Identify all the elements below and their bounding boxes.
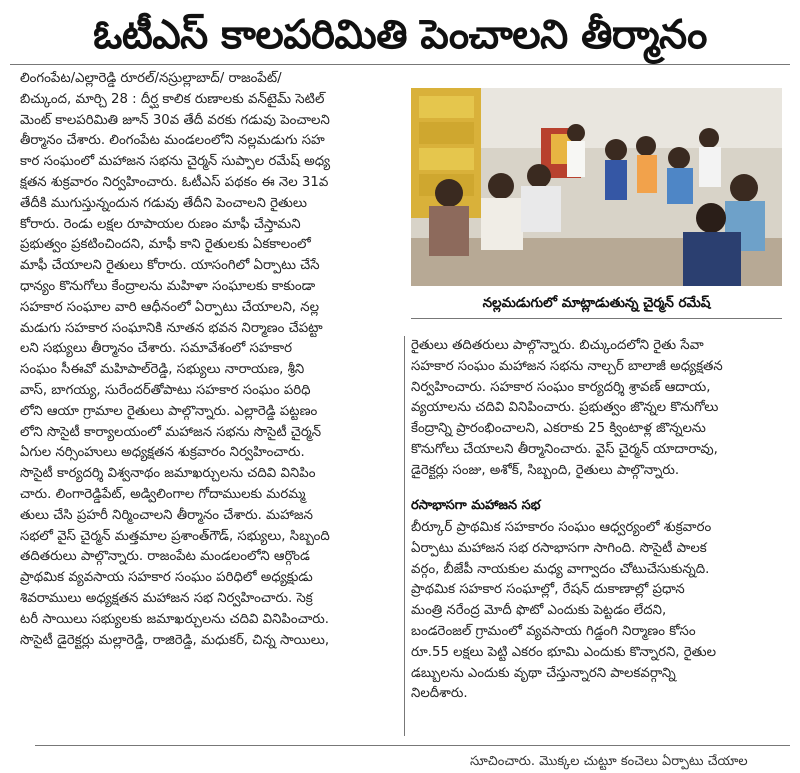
text-line: కార సంఘంలో మహాజన సభను చైర్మన్ సుప్పాల రమేష్ అధ్య [20,154,331,170]
text-line: మంత్రి నరేంద్ర మోదీ ఫొటో ఎందుకు పెట్టడం లేదని, [411,603,667,619]
text-line: శివరాములు అధ్యక్షతన మహాజన సభ నిర్వహించారు. సెక్ర [20,590,313,606]
text-line: వర్గం, బీజేపీ నాయకుల మధ్య వాగ్వాదం చోటుచేసుకున్నది. [411,561,710,577]
text-line: వ్యయాలను చదివి వినిపించారు. ప్రభుత్వం జొన్నల కొనుగోలు [411,400,719,416]
text-line: ఏగుల నర్సింహులు అధ్యక్షతన శుక్రవారం నిర్వహించారు. [20,445,305,461]
text-line: సొసైటీ డైరెక్టర్లు మల్లారెడ్డి, రాజిరెడ్డి, మధుకర్, చిన్న సాయిలు, [20,632,330,648]
text-line: కొనుగోలు చేయాలని తీర్మానించారు. వైస్ చైర్మన్ యాదారావు, [411,441,718,457]
meeting-photo-illustration [411,88,782,286]
text-line: మడుగు సహకార సంఘానికి నూతన భవన నిర్మాణం చేపట్టా [20,320,323,336]
text-line: ఏర్పాటు మహాజన సభ రసాభాసగా సాగింది. సొసైటీ పాలక [411,540,707,556]
right-column-bottom-text [411,518,781,705]
text-line: లోని ఆయా గ్రామాల రైతులు పాల్గొన్నారు. ఎల్లారెడ్డి పట్టణం [20,403,318,419]
text-line: తేదీకి ముగుస్తున్నందున గడువు తేదీని పెంచాలని రైతులు [20,195,307,211]
footer-text: సూచించారు. మొక్కల చుట్టూ కంచెలు ఏర్పాటు చేయాల [470,754,748,769]
text-line: నిలదీశారు. [411,686,468,702]
text-line: ప్రభుత్వం ప్రకటించిందని, మాఫీ కాని రైతులకు ఏకకాలంలో [20,237,311,253]
left-column-text [20,69,400,739]
text-line: వాస్, బాగయ్య, సురేందర్‌తోపాటు సహకార సంఘం పరిధి [20,382,311,398]
text-line: మాఫీ చేయాలని రైతులు కోరారు. యాసంగిలో ఏర్పాటు చేసే [20,258,320,274]
text-line: సొసైటీ కార్యదర్శి విశ్వనాథం జమాఖర్చులను చదివి వినిపిం [20,466,316,482]
text-line: తులు చేసి ప్రహరీ నిర్మించాలని తీర్మానం చేశారు. మహాజన [20,507,313,523]
headline-rule [10,64,790,65]
text-line: సహకార సంఘం మహాజన సభను నాల్చర్ బాలాజీ అధ్యక్షతన [411,358,723,374]
text-line: లింగంపేట/ఎల్లారెడ్డి రూరల్/నస్రుల్లాబాద్/ రాజంపేట్/ [20,71,282,86]
right-column-top-text [411,336,781,482]
next-article-fragment [0,754,800,773]
text-line: సంఘం సీఈవో మహిపాల్‌రెడ్డి, సభ్యులు నారాయణ, శ్రీని [20,362,305,378]
text-line: చారు. లింగారెడ్డిపేట్, అడ్విలింగాల గోదాములకు మరమ్మ [20,486,306,502]
text-line: రూ.55 లక్షలు పెట్టి ఎకరం భూమి ఎందుకు కొన్నారని, రైతుల [411,644,717,660]
text-line: నిర్వహించారు. సహకార సంఘం కార్యదర్శి శ్రావణ్ ఆదాయ, [411,379,711,395]
text-line: డబ్బులను ఎందుకు వృథా చేస్తున్నారని పాలకవర్గాన్ని [411,665,676,681]
text-line: కోరారు. రెండు లక్షల రూపాయల రుణం మాఫీ చేస్తామని [20,216,301,232]
text-line: సభలో వైస్ చైర్మన్ మత్తమాల ప్రశాంత్‌గౌడ్, సభ్యులు, సిబ్బంది [20,528,330,544]
column-rule [404,336,405,736]
text-line: క్షతన శుక్రవారం నిర్వహించారు. ఓటీఎస్ పథకం ఈ నెల 31వ [20,174,329,190]
text-line: ప్రాథమిక సహకార సంఘాల్లో, రేషన్ దుకాణాల్లో ప్రధాన [411,582,685,598]
text-line: బీర్కూర్ ప్రాథమిక సహకారం సంఘం ఆధ్వర్యంలో శుక్రవారం [411,520,712,535]
text-line: బండరెంజల్ గ్రామంలో వ్యవసాయ గిడ్డంగి నిర్మాణం కోసం [411,623,696,639]
photo-caption: నల్లమడుగులో మాట్లాడుతున్న చైర్మన్ రమేష్ [482,295,711,311]
text-line: లోని సొసైటీ కార్యాలయంలో మహాజన సభను సొసైటీ చైర్మన్ [20,424,322,440]
text-line: డైరెక్టర్లు సంజు, అశోక్, సిబ్బంది, రైతులు పాల్గొన్నారు. [411,462,680,478]
text-line: ప్రాథమిక వ్యవసాయ సహకార సంఘం పరిధిలో అధ్యక్షుడు [20,570,313,586]
text-line: కేంద్రాన్ని ప్రారంభించాలని, ఎకరాకు 25 క్వింటాళ్ల జొన్నలను [411,421,706,437]
text-line: లని సభ్యులు తీర్మానం చేశారు. సమావేశంలో సహకార [20,341,293,357]
subheading: రసాభాసగా మహాజన సభ [411,498,541,513]
bottom-rule [35,745,790,746]
text-line: తీర్మానం చేశారు. లింగంపేట మండలంలోని నల్లమడుగు సహ [20,133,325,149]
text-line: ధాన్యం కొనుగోలు కేంద్రాలను మహిళా సంఘాలకు కాకుండా [20,278,316,294]
text-line: సహకార సంఘాల వారి ఆధీనంలో ఏర్పాటు చేయాలని, నల్ల [20,299,320,315]
caption-rule [411,318,782,319]
meeting-photo [411,88,782,286]
text-line: రైతులు తదితరులు పాల్గొన్నారు. బిచ్కుందలోని రైతు సేవా [411,338,704,353]
headline: ఓటీఎస్ కాలపరిమితి పెంచాలని తీర్మానం [93,12,707,58]
text-line: మెంట్ కాలపరిమితి జూన్ 30వ తేదీ వరకు గడువు పెంచాలని [20,112,330,128]
text-line: బిచ్కుంద, మార్చి 28 : దీర్ఘ కాలిక రుణాలకు వన్‌టైమ్ సెటిల్ [20,91,325,107]
text-line: టరీ సాయిలు సభ్యులకు జమాఖర్చులను చదివి వినిపించారు. [20,611,330,627]
text-line: తదితరులు పాల్గొన్నారు. రాజంపేట మండలంలోని ఆర్గొండ [20,549,310,565]
